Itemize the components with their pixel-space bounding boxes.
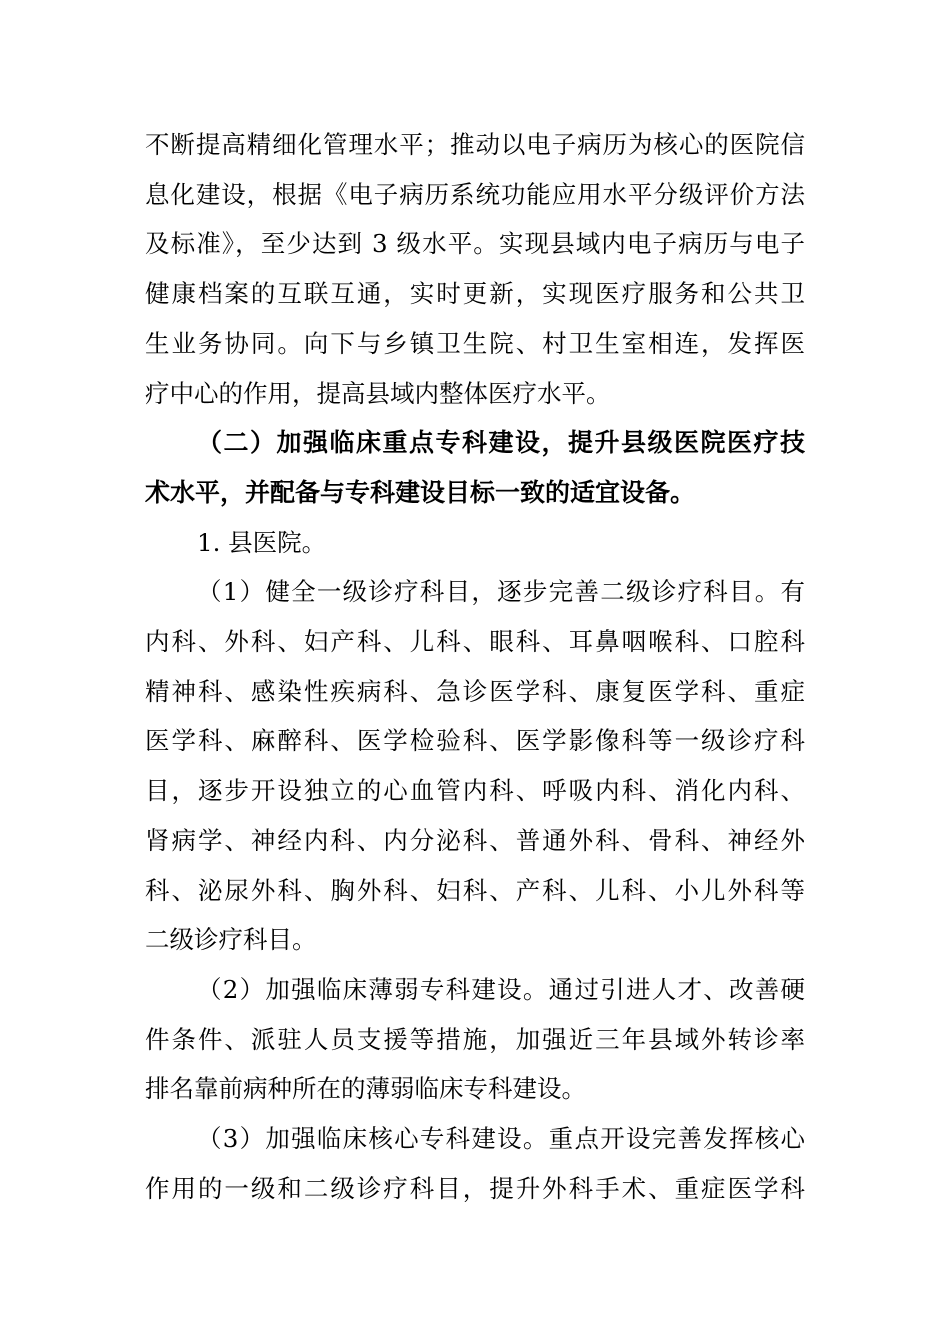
text-line: 排名靠前病种所在的薄弱临床专科建设。: [145, 1074, 586, 1104]
text-line: 件条件、派驻人员支援等措施，加强近三年县域外转诊率: [145, 1024, 805, 1054]
text-line: 二级诊疗科目。: [145, 925, 317, 955]
text-line: 医学科、麻醉科、医学检验科、医学影像科等一级诊疗科: [145, 726, 805, 756]
text-line: 及标准》，至少达到 3 级水平。实现县域内电子病历与电子: [145, 229, 805, 259]
section-heading-line: 术水平，并配备与专科建设目标一致的适宜设备。: [145, 477, 696, 507]
text-line: 科、泌尿外科、胸外科、妇科、产科、儿科、小儿外科等: [145, 875, 805, 905]
subsection-heading: 1. 县医院。: [197, 527, 327, 557]
text-line: 不断提高精细化管理水平；推动以电子病历为核心的医院信: [145, 130, 805, 159]
text-line: 生业务协同。向下与乡镇卫生院、村卫生室相连，发挥医: [145, 328, 805, 358]
section-heading-line: （二）加强临床重点专科建设，提升县级医院医疗技: [197, 428, 805, 458]
text-line: 内科、外科、妇产科、儿科、眼科、耳鼻咽喉科、口腔科: [145, 627, 805, 656]
text-line: （3）加强临床核心专科建设。重点开设完善发挥核心: [197, 1124, 805, 1153]
text-line: 肾病学、神经内科、内分泌科、普通外科、骨科、神经外: [145, 825, 805, 855]
text-line: 息化建设，根据《电子病历系统功能应用水平分级评价方法: [145, 179, 805, 209]
text-line: （2）加强临床薄弱专科建设。通过引进人才、改善硬: [197, 974, 805, 1004]
text-line: 目，逐步开设独立的心血管内科、呼吸内科、消化内科、: [145, 776, 805, 806]
text-line: 作用的一级和二级诊疗科目，提升外科手术、重症医学科: [145, 1173, 805, 1203]
text-line: （1）健全一级诊疗科目，逐步完善二级诊疗科目。有: [197, 577, 805, 607]
text-line: 健康档案的互联互通，实时更新，实现医疗服务和公共卫: [145, 279, 805, 309]
text-line: 疗中心的作用，提高县域内整体医疗水平。: [145, 378, 611, 408]
text-line: 精神科、感染性疾病科、急诊医学科、康复医学科、重症: [145, 676, 805, 706]
